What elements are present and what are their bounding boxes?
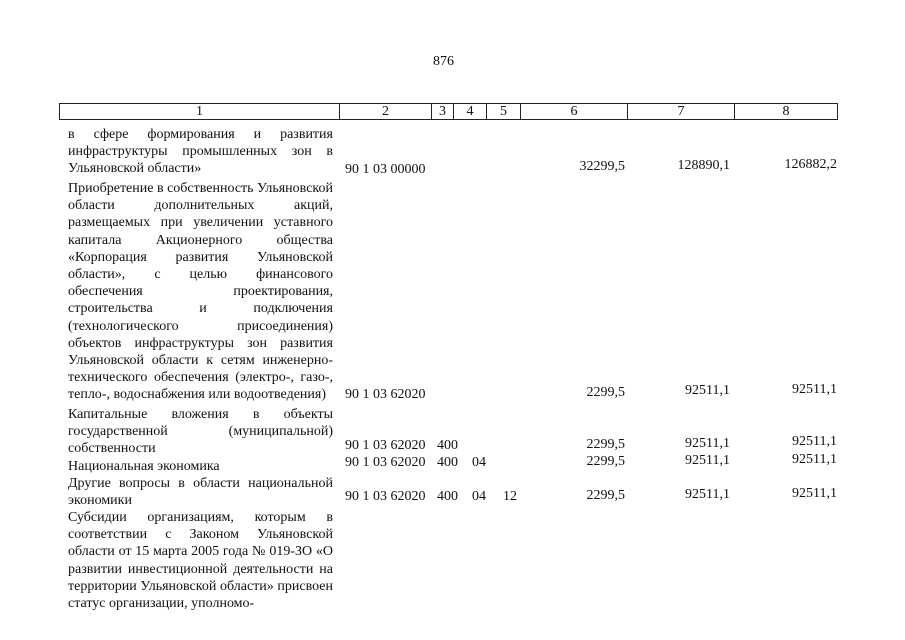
row-pr: 12	[503, 489, 517, 504]
header-col-1: 1	[196, 104, 203, 119]
row-value-col6: 2299,5	[586, 385, 625, 400]
row-vr: 400	[437, 489, 458, 504]
row-vr: 400	[437, 455, 458, 470]
row-description: Субсидии организациям, которым в соответствии с Законом Ульяновской области от 15 марта 2005 года № 019-ЗО «О развитии инвестиционной деятельности на территории Ульяновской области» присвоен статус организации, уполномо-	[68, 510, 333, 612]
row-value-col8: 92511,1	[792, 434, 837, 449]
row-description: Другие вопросы в области национальной экономики	[68, 476, 333, 509]
row-description: Национальная экономика	[68, 459, 220, 474]
row-rz: 04	[472, 455, 486, 470]
row-value-col7: 92511,1	[685, 436, 730, 451]
row-value-col8: 92511,1	[792, 382, 837, 397]
row-value-col6: 2299,5	[586, 488, 625, 503]
row-description: Капитальные вложения в объекты государственной (муниципальной) собственности	[68, 407, 333, 457]
row-code: 90 1 03 62020	[345, 489, 426, 504]
row-description: в сфере формирования и развития инфраструктуры промышленных зон в Ульяновской области»	[68, 127, 333, 177]
header-col-5: 5	[486, 104, 520, 119]
header-col-3: 3	[431, 104, 453, 119]
row-value-col7: 92511,1	[685, 383, 730, 398]
row-value-col7: 92511,1	[685, 487, 730, 502]
row-value-col6: 32299,5	[579, 159, 625, 174]
header-col-7: 7	[627, 104, 734, 119]
row-code: 90 1 03 62020	[345, 455, 426, 470]
row-value-col6: 2299,5	[586, 437, 625, 452]
row-code: 90 1 03 00000	[345, 162, 426, 177]
header-col-8: 8	[734, 104, 837, 119]
table-header	[59, 103, 838, 120]
header-col-4: 4	[453, 104, 486, 119]
row-code: 90 1 03 62020	[345, 438, 426, 453]
row-rz: 04	[472, 489, 486, 504]
row-vr: 400	[437, 438, 458, 453]
row-value-col7: 128890,1	[677, 158, 730, 173]
row-code: 90 1 03 62020	[345, 387, 426, 402]
header-col-2: 2	[339, 104, 431, 119]
row-description: Приобретение в собственность Ульяновской области дополнительных акций, размещаемых при увеличении уставного капитала Акционерного общества «Корпорация развития Ульяновской области», с целью финансового обеспечения проектирования, строительства и подключения (технологического присоединения) объектов инфраструктуры зон развития Ульяновской области к сетям инженерно-технического обеспечения (электро-, газо-, тепло-, водоснабжения или водоотведения)	[68, 181, 334, 403]
row-value-col6: 2299,5	[586, 454, 625, 469]
header-col-6: 6	[520, 104, 627, 119]
row-value-col8: 92511,1	[792, 452, 837, 467]
row-value-col8: 92511,1	[792, 486, 837, 501]
row-value-col7: 92511,1	[685, 453, 730, 468]
row-value-col8: 126882,2	[784, 157, 837, 172]
page-number: 876	[433, 54, 454, 69]
